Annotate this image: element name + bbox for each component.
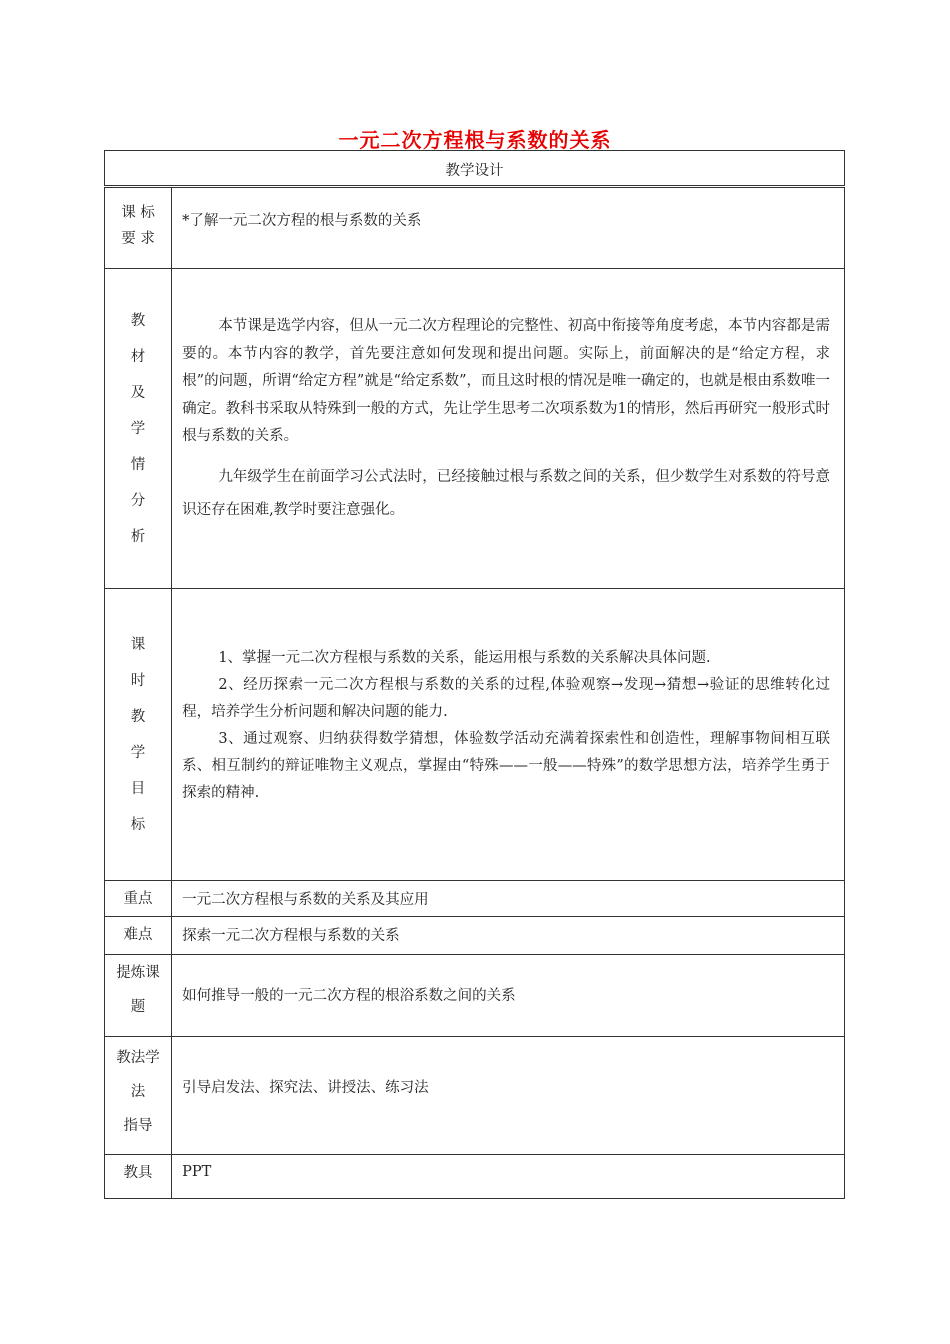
- analysis-content: [172, 269, 845, 589]
- analysis-label: 教 材 及 学 情 分 析: [105, 269, 172, 589]
- tools-row: [105, 1155, 845, 1199]
- objective-item: 2、经历探索一元二次方程根与系数的关系的过程,体验观察→发现→猜想→验证的思维转化过程，培养学生分析问题和解决问题的能力.: [182, 677, 830, 720]
- lesson-design-table: [104, 150, 845, 1199]
- difficulty-label: 难点: [105, 917, 172, 955]
- curriculum-label: 课 标 要 求: [105, 187, 172, 269]
- analysis-paragraph: 本节课是选学内容，但从一元二次方程理论的完整性、初高中衔接等角度考虑，本节内容都是需要的。本节内容的教学，首先要注意如何发现和提出问题。实际上，前面解决的是“给定方程，求根”的问题，所谓“给定方程”就是“给定系数”，而且这时根的情况是唯一确定的，也就是根由系数唯一确定。教科书采取从特殊到一般的方式，先让学生思考二次项系数为1的情形，然后再研究一般形式时根与系数的关系。: [182, 318, 830, 444]
- table-header: 教学设计: [105, 151, 845, 187]
- objectives-row: [105, 589, 845, 881]
- objective-item: 3、通过观察、归纳获得数学猜想，体验数学活动充满着探索性和创造性，理解事物间相互联系、相互制约的辩证唯物主义观点，掌握由“特殊——一般——特殊”的数学思想方法，培养学生勇于探索的精神.: [182, 731, 830, 801]
- methods-label: 教法学 法 指导: [105, 1037, 172, 1155]
- analysis-paragraph: 九年级学生在前面学习公式法时，已经接触过根与系数之间的关系，但少数学生对系数的符号意识还存在困难,教学时要注意强化。: [182, 468, 830, 518]
- objectives-content: [172, 589, 845, 881]
- topic-row: [105, 955, 845, 1037]
- key-point-label: 重点: [105, 881, 172, 917]
- curriculum-text: *了解一元二次方程的根与系数的关系: [172, 187, 845, 269]
- analysis-row: [105, 269, 845, 589]
- objectives-label: 课 时 教 学 目 标: [105, 589, 172, 881]
- key-point-text: 一元二次方程根与系数的关系及其应用: [172, 881, 845, 917]
- curriculum-row: [105, 187, 845, 269]
- table-header-row: [105, 151, 845, 187]
- topic-text: 如何推导一般的一元二次方程的根浴系数之间的关系: [172, 955, 845, 1037]
- document-title: 一元二次方程根与系数的关系: [338, 128, 612, 152]
- methods-text: 引导启发法、探究法、讲授法、练习法: [172, 1037, 845, 1155]
- topic-label: 提炼课 题: [105, 955, 172, 1037]
- tools-text: PPT: [172, 1155, 845, 1199]
- difficulty-text: 探索一元二次方程根与系数的关系: [172, 917, 845, 955]
- tools-label: 教具: [105, 1155, 172, 1199]
- objective-item: 1、掌握一元二次方程根与系数的关系，能运用根与系数的关系解决具体问题.: [218, 650, 711, 666]
- methods-row: [105, 1037, 845, 1155]
- key-point-row: [105, 881, 845, 917]
- difficulty-row: [105, 917, 845, 955]
